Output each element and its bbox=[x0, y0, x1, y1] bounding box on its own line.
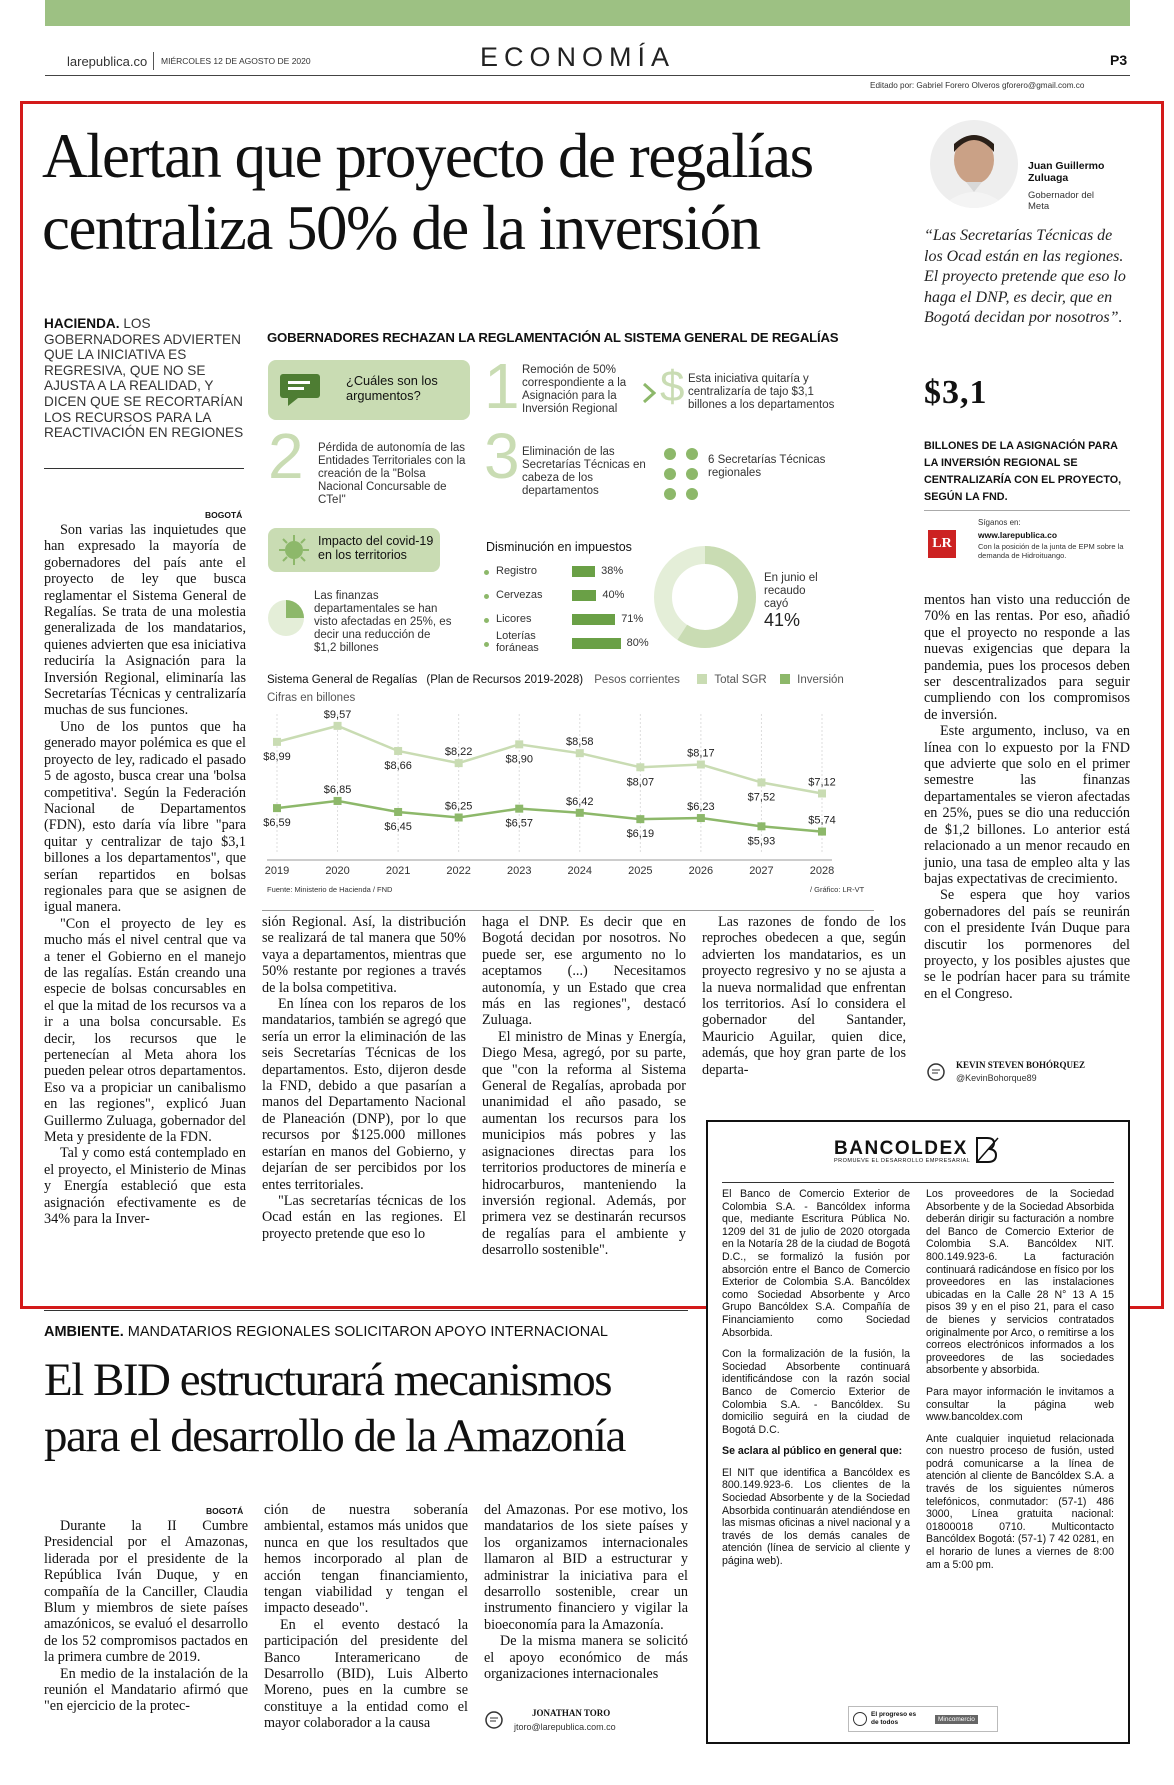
argument-3-number: 3 bbox=[484, 420, 520, 492]
x-tick-label: 2028 bbox=[809, 865, 835, 877]
paragraph: sión Regional. Así, la distribución se realizará de tal manera que 50% vaya a departamentos, mientras que 50% restante por regiones a través de la bolsa competitiva. bbox=[262, 914, 466, 996]
junio-value: 41% bbox=[764, 610, 801, 630]
taxes-bar-chart bbox=[462, 562, 662, 666]
junio-donut bbox=[650, 542, 760, 657]
data-label: $8,90 bbox=[505, 753, 533, 766]
data-point bbox=[455, 759, 463, 767]
argument-2-number: 2 bbox=[268, 420, 304, 492]
author-2 bbox=[484, 1708, 688, 1738]
paragraph: haga el DNP. Es decir que en Bogotá decidan por nosotros. No puede ser, ese argumento no lo aceptamos (...) Necesitamos autonomía, y un Estado que crea más en las regiones", destacó Zuluaga. bbox=[482, 914, 686, 1029]
paragraph: El ministro de Minas y Energía, Diego Mesa, agregó, por su parte, que "con la reforma al Sistema General de Regalías, aprobada por unanimidad el año pasado, se aumentan los recursos para los municipios más pobres y las asignaciones directas para los territorios productores de minería e hidrocarburos, manteniendo la inversión regional. Además, por primera vez se destinarán recursos de regalías para el ambiente y desarrollo sostenible". bbox=[482, 1028, 686, 1259]
data-label: $8,17 bbox=[687, 747, 715, 760]
article2-dateline: BOGOTÁ bbox=[206, 1506, 244, 1516]
paragraph: Se espera que hoy varios gobernadores del país se reunirán con el presidente Iván Duque para discutir los pormenores del proyecto, y los posibles ajustes que se le podrían hacer para su trámite en el Congreso. bbox=[924, 887, 1130, 1002]
bancoldex-b-icon bbox=[974, 1136, 1000, 1169]
bar bbox=[572, 566, 595, 577]
sgr-cifras: Cifras en billones bbox=[267, 692, 356, 704]
bar-bullet bbox=[484, 642, 489, 647]
avatar bbox=[930, 120, 1018, 208]
arrow-right-icon bbox=[642, 382, 656, 409]
data-label: $6,85 bbox=[323, 783, 352, 796]
data-label: $7,12 bbox=[808, 776, 836, 789]
author-1 bbox=[926, 1060, 1132, 1090]
x-tick-label: 2023 bbox=[506, 865, 532, 877]
data-point bbox=[818, 789, 826, 797]
sgr-title: Sistema General de Regalías bbox=[267, 674, 418, 686]
data-point bbox=[394, 808, 402, 816]
kicker-label: HACIENDA. bbox=[44, 316, 120, 331]
virus-icon bbox=[278, 534, 310, 571]
argument-3-detail: 6 Secretarías Técnicas regionales bbox=[708, 454, 826, 479]
legend-inversion-label: Inversión bbox=[797, 674, 844, 686]
header-date: MIÉRCOLES 12 DE AGOSTO DE 2020 bbox=[161, 56, 311, 66]
data-point bbox=[515, 740, 523, 748]
paragraph: Tal y como está contemplado en el proyecto, el Ministerio de Minas y Energía estableció que esta asignación efectivamente es de 34% para la Inver- bbox=[44, 1145, 246, 1228]
article1-column-4 bbox=[702, 914, 906, 1078]
data-label: $6,57 bbox=[505, 817, 533, 830]
sgr-header bbox=[267, 674, 867, 686]
x-tick-label: 2024 bbox=[567, 865, 593, 877]
x-tick-label: 2021 bbox=[385, 865, 411, 877]
big-number: $3,1 bbox=[924, 374, 988, 411]
notice-left-column bbox=[722, 1188, 910, 1577]
headline-line-2: centraliza 50% de la inversión bbox=[42, 193, 760, 263]
sidebar-quote: “Las Secretarías Técnicas de los Ocad están en las regiones. El proyecto pretende que eso lo haga el DNP, es decir, que en Bogotá decidan por nosotros”. bbox=[924, 227, 1126, 326]
series-line bbox=[277, 726, 822, 794]
bar-bullet bbox=[484, 570, 489, 575]
person-role: Gobernador del Meta bbox=[1028, 190, 1095, 212]
notice-top-rule bbox=[722, 1182, 1114, 1183]
lr-logo[interactable] bbox=[928, 530, 956, 558]
logo-mincomercio: Mincomercio bbox=[935, 1715, 978, 1724]
data-label: $6,25 bbox=[444, 800, 473, 813]
paragraph: Las razones de fondo de los reproches obedecen a que, según advierten los mandatarios, es un proyecto regresivo y no se ajusta a la nueva normalidad que enfrentan los territorios. Así lo considera el gobernador del Santander, Mauricio Aguilar, quien dice, además, que hoy gran parte de los departa- bbox=[702, 914, 906, 1078]
data-point bbox=[334, 722, 342, 730]
article1-kicker bbox=[44, 316, 246, 441]
bar-value-label: 38% bbox=[601, 565, 624, 577]
paragraph: Uno de los puntos que ha generado mayor polémica es que el proyecto de ley, radicado el pasado 5 de agosto, busca crear una 'bolsa competitiva'. Según la Federación Nacional de Departamentos (FDN), esto daría vía libre "para quitar y centralizar de tajo $3,1 billones a los departamentos", que serían repartidos en bolsas regionales para que se asignen de igual manera. bbox=[44, 718, 246, 916]
article1-column-5 bbox=[924, 592, 1130, 1002]
article2-headline bbox=[44, 1352, 694, 1464]
article1-headline bbox=[42, 120, 922, 264]
infographic-rule bbox=[262, 910, 874, 911]
data-point bbox=[515, 805, 523, 813]
data-label: $7,52 bbox=[747, 791, 776, 804]
top-color-bar bbox=[45, 0, 1130, 26]
legend-total-label: Total SGR bbox=[714, 674, 767, 686]
data-point bbox=[697, 814, 705, 822]
big-number-caption: BILLONES DE LA ASIGNACIÓN PARA LA INVERSIÓN REGIONAL SE CENTRALIZARÍA CON EL PROYECTO, SEGÚN LA FND. bbox=[924, 440, 1122, 503]
sgr-units: Pesos corrientes bbox=[594, 674, 680, 686]
bancoldex-notice bbox=[706, 1120, 1130, 1744]
site-name[interactable]: larepublica.co bbox=[67, 54, 148, 69]
article2-top-rule bbox=[44, 1310, 688, 1311]
author-name: KEVIN STEVEN BOHÓRQUEZ bbox=[956, 1060, 1086, 1070]
bar-value-label: 71% bbox=[621, 613, 644, 625]
data-label: $6,45 bbox=[384, 820, 412, 833]
x-tick-label: 2026 bbox=[688, 865, 714, 877]
article1-column-3 bbox=[482, 914, 686, 1259]
x-tick-label: 2020 bbox=[325, 865, 350, 877]
data-label: $8,58 bbox=[566, 736, 594, 749]
speech-icon bbox=[484, 1710, 504, 1734]
data-point bbox=[576, 749, 584, 757]
argument-1-detail: Esta iniciativa quitaría y centralizaría de tajo $3,1 billones a los departamentos bbox=[688, 373, 835, 411]
author-email[interactable]: jtoro@larepublica.com.co bbox=[514, 1722, 616, 1732]
paragraph: De la misma manera se solicitó el apoyo económico de más organizaciones internacionales bbox=[484, 1633, 688, 1683]
author-name: JONATHAN TORO bbox=[532, 1708, 611, 1718]
article1-column-2 bbox=[262, 914, 466, 1242]
article2-kicker bbox=[44, 1324, 694, 1340]
data-point bbox=[757, 822, 765, 830]
argument-1-number: 1 bbox=[484, 350, 520, 422]
bancoldex-tagline: PROMUEVE EL DESARROLLO EMPRESARIAL bbox=[834, 1158, 971, 1164]
paragraph: En el evento destacó la participación del presidente del Banco Interamericano de Desarrollo (BID), Luis Alberto Moreno, pues en la cumbre se constituye a la entidad como el mayor colaborador a la causa bbox=[264, 1616, 468, 1732]
kicker-text: LOS GOBERNADORES ADVIERTEN QUE LA INICIATIVA ES REGRESIVA, QUE NO SE AJUSTA A LA REALIDAD, Y DICEN QUE SE RECORTARÍAN LOS RECURSOS PARA LA REACTIVACIÓN EN REGIONES bbox=[44, 316, 244, 441]
data-label: $6,23 bbox=[687, 801, 715, 814]
person-name: Juan Guillermo Zuluaga bbox=[1028, 160, 1105, 184]
header-divider bbox=[153, 52, 154, 70]
bancoldex-logo bbox=[834, 1138, 1034, 1172]
data-point bbox=[576, 809, 584, 817]
bar-category-label: Loterías foráneas bbox=[496, 630, 539, 654]
page-number: P3 bbox=[1110, 52, 1128, 68]
paragraph: ción de nuestra soberanía ambiental, estamos más unidos que nunca en que los resultados que hemos incorporado al plan de acción tengan financiamiento, tengan viabilidad y tengan el impacto deseado". bbox=[264, 1502, 468, 1617]
paragraph: "Con el proyecto de ley es mucho más el nivel central que va a tener el Gobierno en el manejo de las regalías. Están creando una especie de bolsas concursables en el que la mitad de los recursos va a ir a una bolsa concursable. Es decir, los recursos que le pertenecían al Meta ahora los pueden pelear otros departamentos. Eso va a propiciar un canibalismo en las regiones", explicó Juan Guillermo Zuluaga, gobernador del Meta y presidente de la FDN. bbox=[44, 915, 246, 1146]
paragraph: mentos han visto una reducción de 70% en las rentas. Por eso, añadió que el proyecto no responde a las nuevas exigencias que depara la pandemia, pues los procesos deben ser descentralizados para seguir cumpliendo con los compromisos de inversión. bbox=[924, 592, 1130, 723]
taxes-title: Disminución en impuestos bbox=[486, 540, 632, 554]
lr-logo-text: LR bbox=[932, 536, 952, 551]
article2-headline-line-1: El BID estructurará mecanismos bbox=[44, 1354, 612, 1406]
x-tick-label: 2027 bbox=[749, 865, 774, 877]
bancoldex-brand: BANCOLDEX bbox=[834, 1138, 968, 1159]
infographic-title: GOBERNADORES RECHAZAN LA REGLAMENTACIÓN AL SISTEMA GENERAL DE REGALÍAS bbox=[267, 330, 839, 345]
series-line bbox=[277, 801, 822, 832]
notice-paragraph: El Banco de Comercio Exterior de Colombia S.A. - Bancóldex informa que, mediante Escritura Pública No. 1209 del 31 de julio de 2020 otorgada en la Notaría 28 de la ciudad de Bogotá D.C., se formalizó la fusión por absorción entre el Banco de Comercio Exterior de Colombia S.A. Bancóldex como Sociedad Absorbente y Arco Grupo Bancóldex S.A. Compañía de Financiamiento como Sociedad Absorbida. bbox=[722, 1188, 910, 1339]
notice-right-column bbox=[926, 1188, 1114, 1580]
article2-column-1 bbox=[44, 1518, 248, 1715]
data-point bbox=[757, 778, 765, 786]
argument-2-text: Pérdida de autonomía de las Entidades Territoriales con la creación de la "Bolsa Nacional Concursable de CTeI" bbox=[318, 442, 466, 506]
paragraph: En medio de la instalación de la reunión el Mandatario afirmó que "en ejercicio de la protec- bbox=[44, 1665, 248, 1715]
headline-line-1: Alertan que proyecto de regalías bbox=[42, 121, 813, 191]
kicker-rule bbox=[44, 468, 244, 469]
header-rule bbox=[45, 75, 1130, 76]
data-point bbox=[818, 828, 826, 836]
sgr-subtitle: (Plan de Recursos 2019-2028) bbox=[426, 674, 584, 686]
data-label: $8,07 bbox=[626, 776, 655, 789]
bar bbox=[572, 590, 596, 601]
article2-column-2 bbox=[264, 1502, 468, 1732]
notice-paragraph: Para mayor información le invitamos a consultar la página web www.bancoldex.com bbox=[926, 1385, 1114, 1424]
x-tick-label: 2019 bbox=[264, 865, 290, 877]
data-label: $6,19 bbox=[626, 828, 655, 841]
paragraph: "Las secretarías técnicas de los Ocad están en las regiones. El proyecto pretende que eso lo bbox=[262, 1192, 466, 1242]
sidebar-rule bbox=[924, 510, 1130, 511]
grafico: / Gráfico: LR-VT bbox=[810, 885, 865, 894]
data-label: $8,22 bbox=[444, 746, 473, 759]
bar-bullet bbox=[484, 618, 489, 623]
data-point bbox=[455, 814, 463, 822]
data-point bbox=[394, 747, 402, 755]
page-header bbox=[45, 42, 1130, 76]
paragraph: En línea con los reparos de los mandatarios, también se agregó que sería un error la eliminación de las seis Secretarías Técnicas de los departamentos. Esto, dijeron desde la FND, debido a que pasarían a manos del Departamento Nacional de Planeación (DNP), por lo que recursos por $125.000 millones estarían en manos del Gobierno, y dejarían de ser percibidos por los entes territoriales. bbox=[262, 996, 466, 1193]
notice-paragraph: Con la formalización de la fusión, la Sociedad Absorbente continuará identificándose con la razón social Banco de Comercio Exterior de Colombia S.A. - Bancóldex. Su domicilio seguirá en la ciudad de Bogotá D.C. bbox=[722, 1348, 910, 1436]
fuente: Fuente: Ministerio de Hacienda / FND bbox=[267, 885, 393, 894]
six-dots-icon bbox=[662, 446, 702, 507]
section-name: ECONOMÍA bbox=[480, 42, 676, 72]
covid-box bbox=[268, 528, 440, 572]
notice-paragraph: El NIT que identifica a Bancóldex es 800.149.923-6. Los clientes de la Sociedad Absorbente y de la Sociedad Absorbida continuarán atendiéndose en las mismas oficinas a nivel nacional y a través de los demás canales de atención (línea de servicio al cliente y página web). bbox=[722, 1466, 910, 1568]
bar-value-label: 40% bbox=[602, 589, 625, 601]
chat-bubble-icon bbox=[280, 374, 320, 404]
article2-kicker-text: MANDATARIOS REGIONALES SOLICITARON APOYO INTERNACIONAL bbox=[127, 1324, 608, 1340]
article2-headline-line-2: para el desarrollo de la Amazonía bbox=[44, 1410, 625, 1462]
article2-column-3 bbox=[484, 1502, 688, 1682]
data-point bbox=[273, 738, 281, 746]
speech-icon bbox=[926, 1062, 946, 1086]
argument-3-text: Eliminación de las Secretarías Técnicas en cabeza de los departamentos bbox=[522, 446, 646, 497]
follow-text: Con la posición de la junta de EPM sobre la demanda de Hidroituango. bbox=[978, 542, 1124, 560]
data-point bbox=[636, 815, 644, 823]
bar bbox=[572, 614, 615, 625]
logo-progreso: El progreso es de todos bbox=[871, 1711, 917, 1726]
sgr-line-chart bbox=[262, 702, 874, 882]
follow-site[interactable]: www.larepublica.co bbox=[978, 530, 1058, 540]
article1-column-1 bbox=[44, 522, 246, 1227]
data-label: $8,66 bbox=[384, 759, 412, 772]
arguments-label: ¿Cuáles son los argumentos? bbox=[346, 373, 438, 403]
covid-label: Impacto del covid-19 en los territorios bbox=[318, 534, 434, 562]
government-seal-icon bbox=[853, 1712, 867, 1726]
paragraph: del Amazonas. Por ese motivo, los mandatarios de los siete países y los organizamos internacionales llamaron al BID a estructurar y administrar la iniciativa para el desarrollo sostenible, crear un instrumento financiero y vigilar la bioeconomía para la Amazonía. bbox=[484, 1502, 688, 1633]
data-point bbox=[697, 761, 705, 769]
finance-text: Las finanzas departamentales se han visto afectadas en 25%, es decir una reducción de $1,2 billones bbox=[314, 590, 452, 654]
data-point bbox=[636, 763, 644, 771]
data-label: $6,59 bbox=[263, 817, 291, 830]
author-handle[interactable]: @KevinBohorque89 bbox=[956, 1073, 1037, 1083]
bar-category-label: Cervezas bbox=[496, 589, 543, 601]
dateline: BOGOTÁ bbox=[205, 510, 243, 520]
notice-footer-logos bbox=[848, 1706, 998, 1732]
paragraph: Durante la II Cumbre Presidencial por el Amazonas, liderada por el presidente de la República Iván Duque, y en compañía de la Canciller, Claudia Blum y miembros de siete países amazónicos, se evaluó el desarrollo de los 52 compromisos pactados en la primera cumbre de 2019. bbox=[44, 1518, 248, 1666]
editor-credit: Editado por: Gabriel Forero Olveros gforero@gmail.com.co bbox=[870, 81, 1085, 90]
legend-total-swatch bbox=[697, 674, 707, 684]
data-label: $8,99 bbox=[263, 750, 291, 763]
notice-paragraph: Los proveedores de la Sociedad Absorbente y de la Sociedad Absorbida deberán dirigir su facturación a nombre del Banco de Comercio Exterior de Colombia S.A. Bancóldex NIT. 800.149.923-6. La facturación continuará radicándose en físico por los proveedores en las instalaciones ubicadas en la Calle 28 N° 13 A 15 pisos 39 y en el piso 21, para el caso de bienes y servicios contratados originalmente por Arco, o remitirse a los correos electrónicos informados a los proveedores de las sociedades absorbente y absorbida. bbox=[926, 1188, 1114, 1377]
data-label: $6,42 bbox=[566, 795, 594, 808]
bar-value-label: 80% bbox=[626, 637, 649, 649]
x-tick-label: 2025 bbox=[628, 865, 653, 877]
legend-inversion-swatch bbox=[780, 674, 790, 684]
follow-label: Síganos en: bbox=[978, 518, 1021, 527]
data-point bbox=[273, 804, 281, 812]
finance-pie-icon bbox=[266, 598, 306, 643]
notice-paragraph: Ante cualquier inquietud relacionada con nuestro proceso de fusión, usted podrá comunicarse a la línea de atención al cliente de Bancóldex S.A. a través de los siguientes números telefónicos, conmutador: (57-1) 486 3000, Línea gratuita nacional: 01800018 0710. Multicontacto Bancóldex Bogotá: (57-1) 7 42 0281, en el horario de lunes a viernes de 8:00 am a 5:00 pm. bbox=[926, 1432, 1114, 1571]
bar bbox=[572, 638, 621, 649]
junio-text: En junio el recaudo cayó bbox=[764, 572, 818, 610]
paragraph: Son varias las inquietudes que han expresado la mayoría de gobernadores del país ante el proyecto de ley que busca reglamentar el Sistema General de Regalías. Se trata de una molestia generalizada de los mandatarios, quienes advierten que esa iniciativa reduciría la Asignación para la Inversión Regional, eliminaría las Secretarías Técnicas y centralizaría muchas de sus funciones. bbox=[44, 522, 246, 719]
data-label: $9,57 bbox=[323, 708, 352, 721]
x-tick-label: 2022 bbox=[446, 865, 471, 877]
bar-bullet bbox=[484, 594, 489, 599]
dollar-icon: $ bbox=[660, 362, 684, 411]
data-point bbox=[334, 797, 342, 805]
data-label: $5,74 bbox=[808, 814, 836, 827]
bar-category-label: Registro bbox=[496, 565, 537, 577]
paragraph: Este argumento, incluso, va en línea con lo expuesto por la FND que advierte que solo en el primer semestre las finanzas departamentales se vieron afectadas en 25%, pues se dio una reducción de $1,2 billones. Lo anterior está relacionado a un menor recaudo en junio, una tasa de empleo alta y las bajas expectativas de crecimiento. bbox=[924, 723, 1130, 887]
notice-paragraph: Se aclara al público en general que: bbox=[722, 1445, 903, 1458]
infographic bbox=[262, 322, 874, 900]
argument-1-text: Remoción de 50% correspondiente a la Asignación para la Inversión Regional bbox=[522, 364, 627, 415]
arguments-box bbox=[268, 360, 470, 420]
data-label: $5,93 bbox=[747, 835, 776, 848]
bar-category-label: Licores bbox=[496, 613, 532, 625]
article2-kicker-label: AMBIENTE. bbox=[44, 1324, 124, 1340]
